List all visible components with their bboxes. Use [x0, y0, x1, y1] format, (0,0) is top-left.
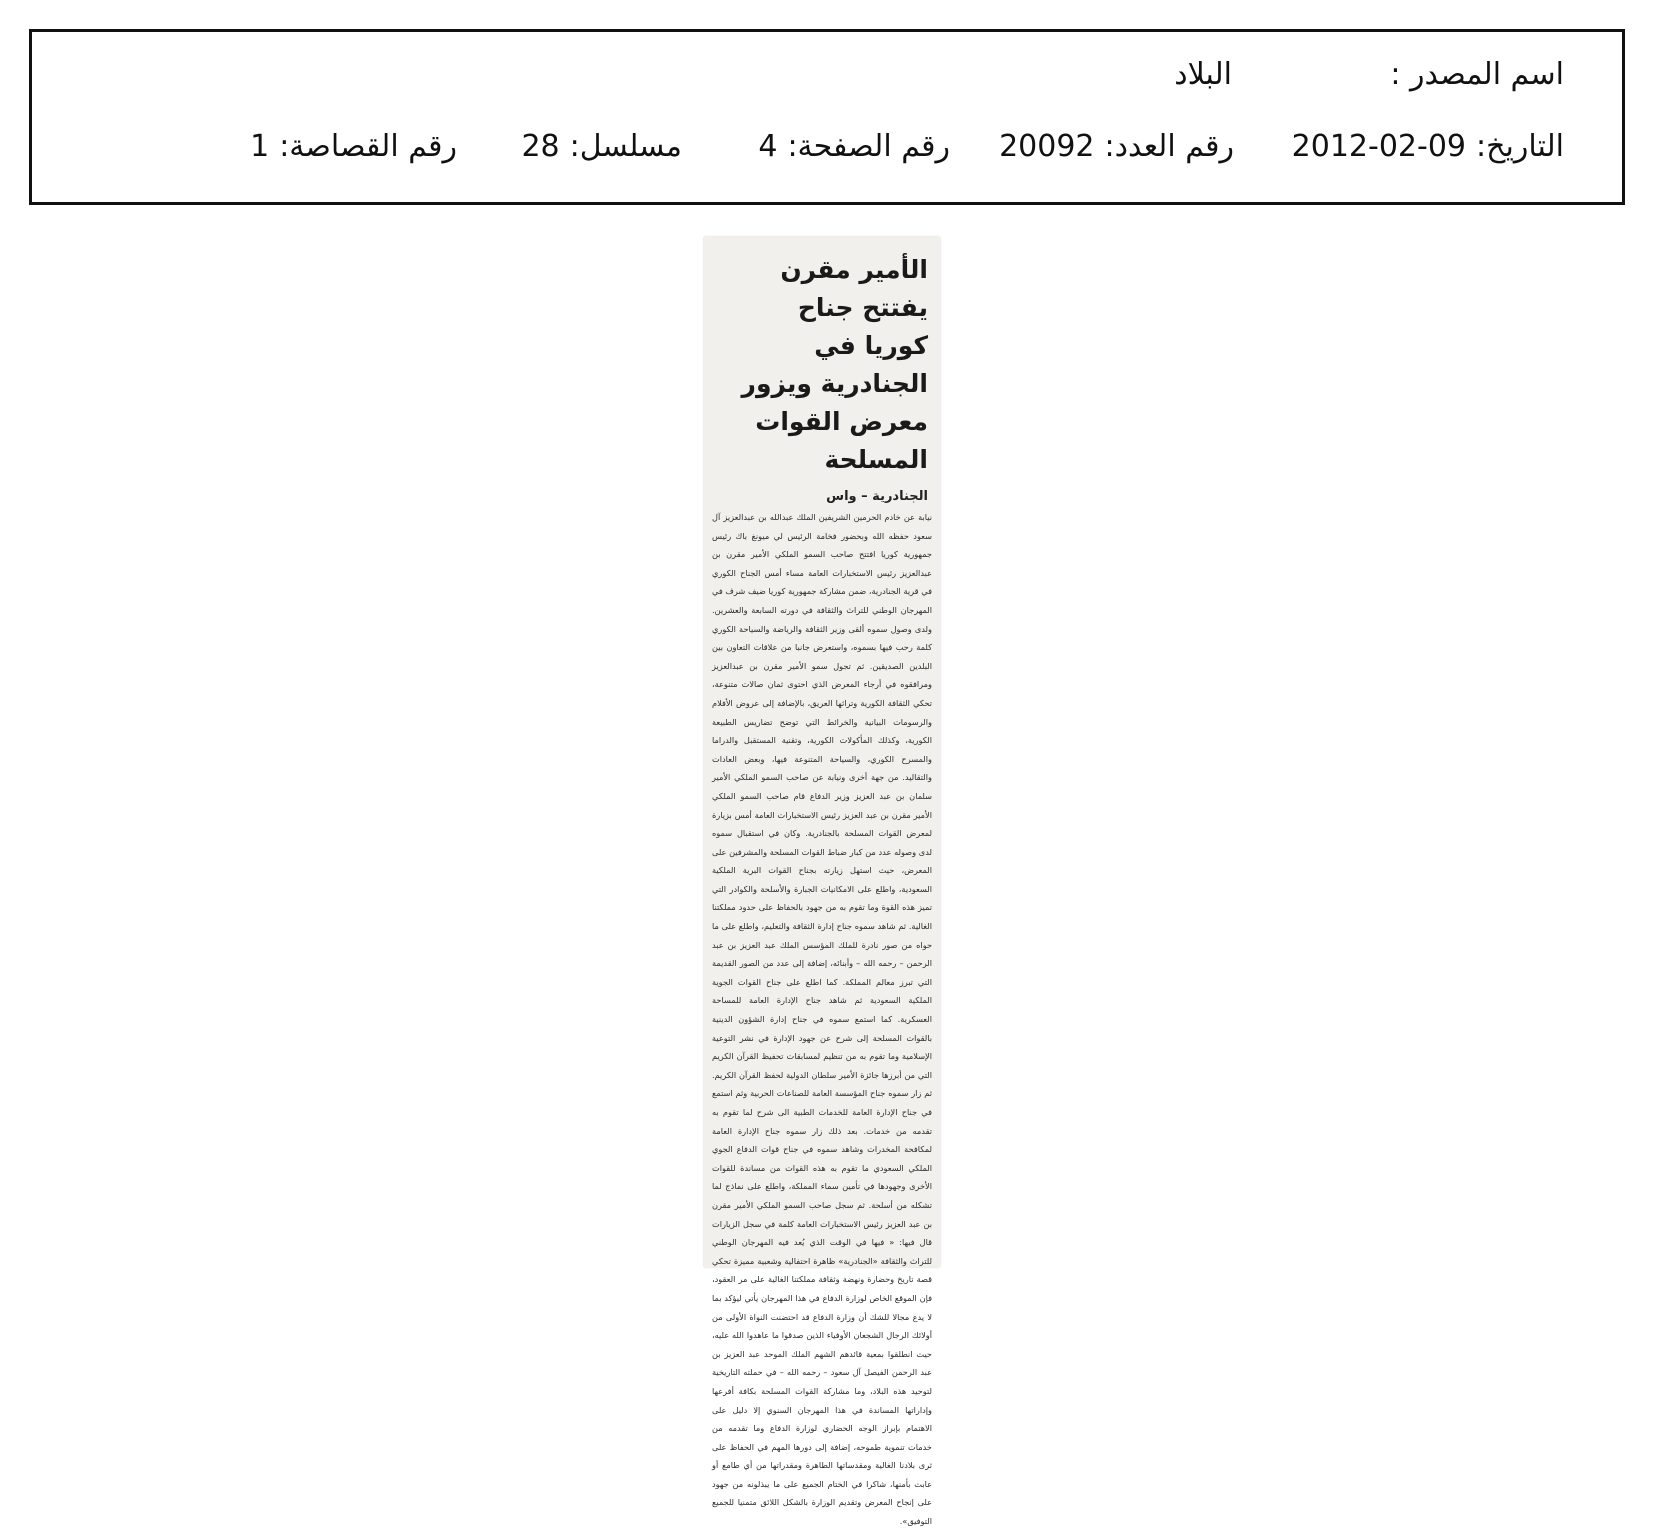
- serial-value: 28: [521, 129, 560, 164]
- article-dateline: الجنادرية – واس: [826, 489, 928, 504]
- headline-line-2: كوريا في الجنادرية ويزور: [741, 331, 928, 398]
- clip-field: [250, 129, 457, 164]
- serial-field: [521, 129, 682, 164]
- source-label: اسم المصدر :: [1390, 57, 1564, 92]
- clip-value: 1: [250, 129, 270, 164]
- issue-field: [999, 129, 1234, 164]
- page-field: [758, 129, 950, 164]
- date-value: 2012-02-09: [1291, 129, 1467, 164]
- clip-label: رقم القصاصة:: [279, 129, 457, 164]
- headline-line-3: معرض القوات المسلحة: [755, 407, 928, 474]
- issue-value: 20092: [999, 129, 1095, 164]
- clipping-info-box: [29, 29, 1625, 205]
- page-value: 4: [758, 129, 778, 164]
- headline-line-1: الأمير مقرن يفتتح جناح: [780, 255, 928, 322]
- newspaper-clipping: [704, 237, 940, 1527]
- page-label: رقم الصفحة:: [787, 129, 950, 164]
- serial-label: مسلسل:: [569, 129, 682, 164]
- source-value: البلاد: [1174, 57, 1232, 92]
- article-body: نيابة عن خادم الحرمين الشريفين الملك عبدالله بن عبدالعزيز آل سعود حفظه الله وبحضور فخامة الرئيس لي ميونغ باك رئيس جمهورية كوريا افتتح صاحب السمو الملكي الأمير مقرن بن عبدالعزيز رئيس الاستخبارات العامة مساء أمس الجناح الكوري في قرية الجنادرية، ضمن مشاركة جمهورية كوريا ضيف شرف في المهرجان الوطني للتراث والثقافة في دورته السابعة والعشرين. ولدى وصول سموه ألقى وزير الثقافة والرياضة والسياحة الكوري كلمة رحب فيها بسموه، واستعرض جانبا من علاقات التعاون بين البلدين الصديقين. ثم تجول سمو الأمير مقرن بن عبدالعزيز ومرافقوه في أرجاء المعرض الذي احتوى ثمان صالات متنوعة، تحكي الثقافة الكورية وتراثها العريق، بالإضافة إلى عروض الأفلام والرسومات البيانية والخرائط التي توضح تضاريس الطبيعة الكورية، وكذلك المأكولات الكورية، وتقنية المستقبل والدراما والمسرح الكوري، والسياحة المتنوعة فيها، وبعض العادات والتقاليد. من جهة أخرى ونيابة عن صاحب السمو الملكي الأمير سلمان بن عبد العزيز وزير الدفاع قام صاحب السمو الملكي الأمير مقرن بن عبد العزيز رئيس الاستخبارات العامة أمس بزيارة لمعرض القوات المسلحة بالجنادرية. وكان في استقبال سموه لدى وصوله عدد من كبار ضباط القوات المسلحة والمشرفين على المعرض، حيث استهل زيارته بجناح القوات البرية الملكية السعودية، واطلع على الامكانيات الجبارة والأسلحة والكوادر التي تميز هذه القوة وما تقوم به من جهود بالحفاظ على حدود مملكتنا الغالية. ثم شاهد سموه جناح إدارة الثقافة والتعليم، واطلع على ما حواه من صور نادرة للملك المؤسس الملك عبد العزيز بن عبد الرحمن – رحمه الله – وأبنائه، إضافة إلى عدد من الصور القديمة التي تبرز معالم المملكة. كما اطلع على جناح القوات الجوية الملكية السعودية ثم شاهد جناح الإدارة العامة للمساحة العسكرية. كما استمع سموه في جناح إدارة الشؤون الدينية بالقوات المسلحة إلى شرح عن جهود الإدارة في نشر التوعية الإسلامية وما تقوم به من تنظيم لمسابقات تحفيظ القرآن الكريم التي من أبرزها جائزة الأمير سلطان الدولية لحفظ القرآن الكريم. ثم زار سموه جناح المؤسسة العامة للصناعات الحربية وثم استمع في جناح الإدارة العامة للخدمات الطبية الى شرح لما تقوم به تقدمه من خدمات. بعد ذلك زار سموه جناح الإدارة العامة لمكافحة المخدرات وشاهد سموه في جناح قوات الدفاع الجوي الملكي السعودي ما تقوم به هذه القوات من مساندة للقوات الأخرى وجهودها في تأمين سماء المملكة، واطلع على نماذج لما تشكله من أسلحة. ثم سجل صاحب السمو الملكي الأمير مقرن بن عبد العزيز رئيس الاستخبارات العامة كلمة في سجل الزيارات قال فيها: « فيها في الوقت الذي يُعد فيه المهرجان الوطني للتراث والثقافة «الجنادرية» ظاهرة احتفالية وشعبية مميزة تحكي قصة تاريخ وحضارة ونهضة وثقافة مملكتنا الغالية على مر العقود، فإن الموقع الخاص لوزارة الدفاع في هذا المهرجان يأتي ليؤكد بما لا يدع مجالا للشك أن وزارة الدفاع قد احتضنت النواة الأولى من أولائك الرجال الشجعان الأوفياء الذين صدقوا ما عاهدوا الله عليه، حيث انطلقوا بمعية قائدهم الشهم الملك الموحد عبد العزيز بن عبد الرحمن الفيصل آل سعود – رحمه الله – في حملته التاريخية لتوحيد هذه البلاد، وما مشاركة القوات المسلحة بكافة أفرعها وإداراتها المساندة في هذا المهرجان السنوي إلا دليل على الاهتمام بإبراز الوجه الحضاري لوزارة الدفاع وما تقدمه من خدمات تنموية طموحه، إضافة إلى دورها المهم في الحفاظ على ثرى بلادنا الغالية ومقدساتها الطاهرة ومقدراتها من أي طامع أو عابث بأمنها، شاكرا في الختام الجميع على ما يبذلونه من جهود على إنجاح المعرض وتقديم الوزارة بالشكل اللائق متمنيا للجميع التوفيق».: [712, 512, 932, 1527]
- date-label: التاريخ:: [1476, 129, 1564, 164]
- date-field: [1291, 129, 1564, 164]
- issue-label: رقم العدد:: [1104, 129, 1234, 164]
- article-headline: [716, 251, 928, 479]
